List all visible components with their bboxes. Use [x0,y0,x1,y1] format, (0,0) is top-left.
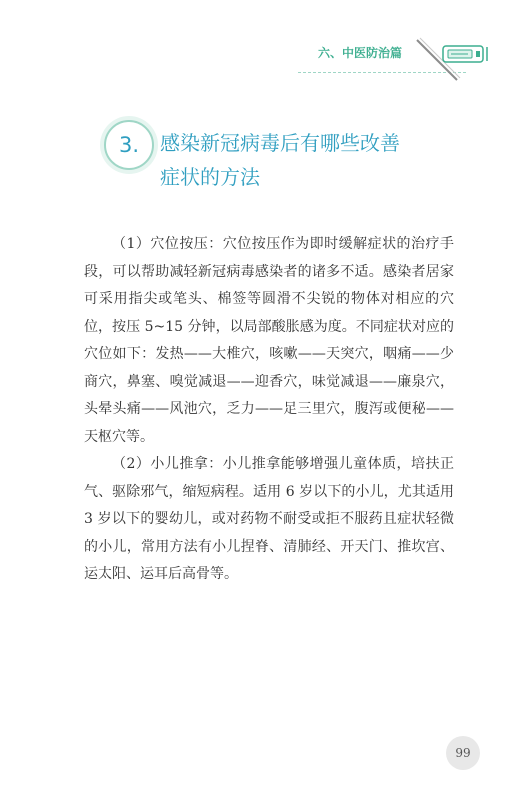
thermometer-icon [413,34,493,84]
article-title-line-2: 症状的方法 [160,165,260,189]
page-number: 99 [446,736,480,770]
paragraph-pediatric-massage: （2）小儿推拿：小儿推拿能够增强儿童体质，培扶正气、驱除邪气，缩短病程。适用 6 岁以下的小儿，尤其适用 3 岁以下的婴幼儿，或对药物不耐受或拒不服药且症状轻微的小儿，常用方法有小儿捏脊、清肺经、开天门、推坎宫、运太阳、运耳后高骨等。 [84,456,454,582]
article-title-line-1: 感染新冠病毒后有哪些改善 [160,131,400,155]
article-title [160,126,460,194]
article-number-badge: 3. [104,120,154,170]
article-body [84,231,454,589]
paragraph-acupressure: （1）穴位按压：穴位按压作为即时缓解症状的治疗手段，可以帮助减轻新冠病毒感染者的诸多不适。感染者居家可采用指尖或笔头、棉签等圆滑不尖锐的物体对相应的穴位，按压 5~15 分钟，以局部酸胀感为度。不同症状对应的穴位如下：发热——大椎穴，咳嗽——天突穴，咽痛——少商穴，鼻塞、嗅觉减退——迎香穴，味觉减退——廉泉穴，头晕头痛——风池穴，乏力——足三里穴，腹泻或便秘——天枢穴等。 [84,236,454,445]
section-title: 六、中医防治篇 [318,46,403,60]
